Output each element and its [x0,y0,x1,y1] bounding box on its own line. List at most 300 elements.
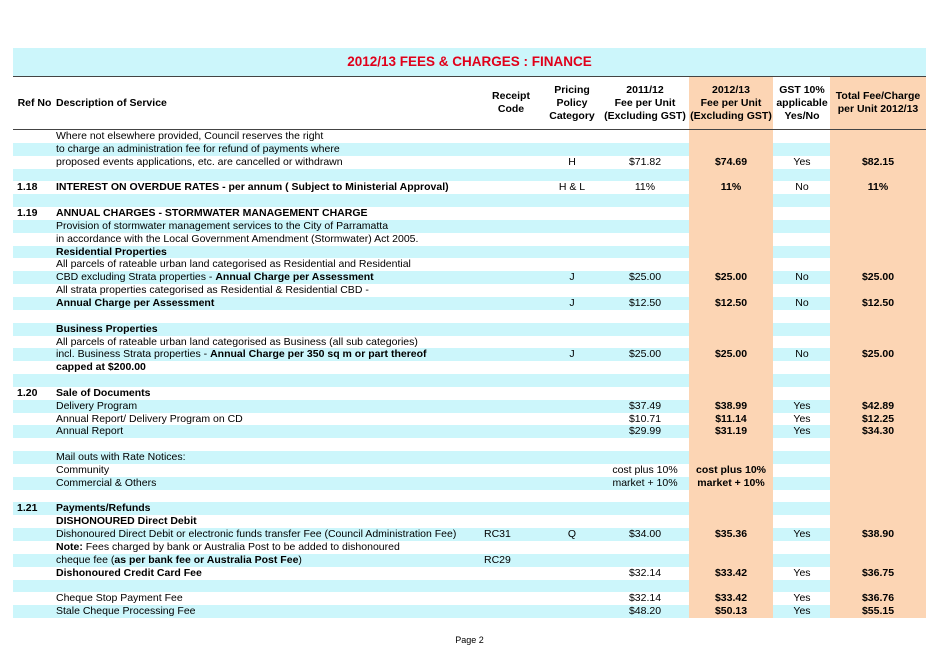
gst-cell: No [795,271,809,284]
fee-2011-12-cell: $32.14 [628,566,662,579]
gst-cell: No [795,348,809,361]
fee-2012-13-cell [689,246,773,259]
description-text: Dishonoured Direct Debit or electronic funds transfer Fee (Council Administration Fee) [56,528,457,541]
fee-2012-13-cell: $31.19 [689,425,773,438]
table-row [13,143,926,156]
fee-2012-13-cell: $12.50 [689,297,773,310]
total-fee-cell [830,323,926,336]
pricing-category-cell [542,336,602,349]
table-row [13,156,926,169]
description-text: All parcels of rateable urban land categorised as Residential and Residential [56,258,411,271]
ref-no-cell: 1.20 [17,386,38,399]
fee-2012-13-cell [689,310,773,323]
fee-2011-12-cell: $71.82 [628,155,662,168]
pricing-category-cell [542,438,602,451]
header-line: Fee per Unit [700,96,762,109]
pricing-category-cell [542,246,602,259]
fee-2012-13-cell [689,490,773,503]
description-text: Residential Properties [56,245,167,258]
description-cell [56,297,214,310]
description-text: Mail outs with Rate Notices: [56,451,186,464]
fee-2011-12-cell [602,194,688,207]
fee-2011-12-cell [602,374,688,387]
table-row [13,580,926,593]
gst-cell [774,233,830,246]
fee-2011-12-cell [602,361,688,374]
table-row [13,310,926,323]
fee-2012-13-cell: $74.69 [689,156,773,169]
gst-cell [774,143,830,156]
fee-2012-13-cell [689,220,773,233]
gst-cell: Yes [793,155,811,168]
table-row [13,387,926,400]
table-row [13,438,926,451]
description-cell [56,567,202,580]
fee-2011-12-cell [602,541,688,554]
gst-cell [774,451,830,464]
total-fee-cell: $82.15 [830,156,926,169]
description-cell [56,271,374,284]
gst-cell: Yes [793,412,811,425]
description-cell [56,181,449,194]
fee-2012-13-cell [689,194,773,207]
total-fee-cell [830,554,926,567]
table-row [13,130,926,143]
description-cell [56,143,340,156]
total-fee-cell: $25.00 [830,348,926,361]
fee-2012-13-cell: $33.42 [689,592,773,605]
gst-cell [774,374,830,387]
table-row [13,361,926,374]
header-fee-2012-13 [689,77,773,129]
fees-table [13,48,926,618]
pricing-category-cell [542,130,602,143]
description-cell [56,541,400,554]
fee-2012-13-cell [689,258,773,271]
fee-2011-12-cell [602,284,688,297]
pricing-category-cell: H [568,155,576,168]
total-fee-cell [830,387,926,400]
pricing-category-cell [542,233,602,246]
fee-2012-13-cell [689,451,773,464]
fee-2012-13-cell [689,541,773,554]
total-fee-cell [830,477,926,490]
header-line: (Excluding GST) [690,109,772,122]
header-line: 2011/12 [626,83,664,96]
fee-2012-13-cell [689,233,773,246]
description-cell [56,605,196,618]
header-pricing-category [542,77,602,129]
table-row [13,323,926,336]
ref-no-cell: 1.19 [17,207,38,220]
gst-cell [774,580,830,593]
table-row [13,220,926,233]
description-text: Commercial & Others [56,476,157,489]
pricing-category-cell: H & L [558,181,586,194]
total-fee-cell [830,130,926,143]
fee-2011-12-cell: 11% [634,181,656,194]
description-cell [56,451,186,464]
description-text: Cheque Stop Payment Fee [56,592,183,605]
description-text: Community [56,463,110,476]
total-fee-cell [830,464,926,477]
description-text: in accordance with the Local Government Amendment (Stormwater) Act 2005. [56,232,419,245]
header-line: applicable [776,96,828,109]
table-row [13,464,926,477]
description-cell [56,413,243,426]
description-text: ANNUAL CHARGES - STORMWATER MANAGEMENT CHARGE [56,207,368,220]
pricing-category-cell [542,502,602,515]
fee-2011-12-cell: $25.00 [628,271,662,284]
header-gst [774,77,830,129]
pricing-category-cell [542,425,602,438]
fee-2012-13-cell [689,207,773,220]
fee-2011-12-cell [602,143,688,156]
description-cell [56,220,388,233]
total-fee-cell [830,207,926,220]
description-cell [56,246,167,259]
total-fee-cell: $34.30 [830,425,926,438]
fee-2012-13-cell: 11% [689,181,773,194]
header-line: Receipt [492,90,530,102]
table-row [13,374,926,387]
total-fee-cell [830,451,926,464]
gst-cell: No [795,181,809,194]
total-fee-cell [830,336,926,349]
description-cell [56,387,151,400]
description-cell [56,400,137,413]
table-row [13,605,926,618]
table-row [13,194,926,207]
description-cell [56,515,197,528]
fee-2011-12-cell: $10.71 [628,412,662,425]
header-line: Category [549,109,595,122]
description-cell [56,425,123,438]
total-fee-cell [830,284,926,297]
total-fee-cell [830,438,926,451]
fee-2011-12-cell: $29.99 [628,425,662,438]
header-line: Code [497,103,525,115]
header-line: GST 10% [779,83,825,96]
fee-2012-13-cell [689,130,773,143]
total-fee-cell [830,169,926,182]
ref-no-cell: 1.21 [17,502,38,515]
table-row [13,477,926,490]
description-text: Annual Charge per Assessment [56,296,215,309]
fee-2011-12-cell [602,490,688,503]
fee-2011-12-cell [602,336,688,349]
total-fee-cell [830,361,926,374]
table-row [13,258,926,271]
table-row [13,297,926,310]
pricing-category-cell [542,361,602,374]
gst-cell: Yes [793,566,811,579]
table-row [13,592,926,605]
table-row [13,348,926,361]
table-row [13,490,926,503]
header-receipt-code [480,77,542,129]
table-row [13,413,926,426]
description-cell [56,233,418,246]
fee-2011-12-cell: market + 10% [612,476,678,489]
header-line: per Unit 2012/13 [837,103,919,115]
pricing-category-cell [542,490,602,503]
fee-2012-13-cell [689,580,773,593]
gst-cell [774,515,830,528]
total-fee-cell: $38.90 [830,528,926,541]
description-text: capped at $200.00 [56,361,146,374]
table-row [13,451,926,464]
page-number: Page 2 [455,635,484,645]
fee-2012-13-cell [689,438,773,451]
gst-cell [774,284,830,297]
total-fee-cell [830,246,926,259]
gst-cell: Yes [793,592,811,605]
table-row [13,528,926,541]
pricing-category-cell [542,464,602,477]
gst-cell [774,387,830,400]
fee-2012-13-cell: $50.13 [689,605,773,618]
gst-cell [774,541,830,554]
fee-2012-13-cell: $35.36 [689,528,773,541]
fee-2012-13-cell [689,515,773,528]
fee-2011-12-cell [602,323,688,336]
fee-2012-13-cell [689,502,773,515]
fee-2011-12-cell: $48.20 [628,605,662,618]
total-fee-cell [830,580,926,593]
pricing-category-cell [542,258,602,271]
pricing-category-cell [542,580,602,593]
pricing-category-cell [542,554,602,567]
table-row [13,207,926,220]
total-fee-cell: 11% [830,181,926,194]
fee-2012-13-cell: market + 10% [689,477,773,490]
fee-2011-12-cell [602,515,688,528]
description-text: Annual Report/ Delivery Program on CD [56,412,243,425]
header-line: Policy [556,96,588,109]
pricing-category-cell: Q [567,528,577,541]
description-text: Dishonoured Credit Card Fee [56,566,202,579]
total-fee-cell: $12.25 [830,413,926,426]
receipt-code-cell: RC31 [484,528,511,541]
table-row [13,502,926,515]
total-fee-cell [830,310,926,323]
description-cell [56,464,109,477]
gst-cell [774,477,830,490]
fee-2012-13-cell: $25.00 [689,348,773,361]
pricing-category-cell: J [569,296,575,309]
header-line: Total Fee/Charge [835,90,921,102]
fee-2012-13-cell: $33.42 [689,567,773,580]
fee-2011-12-cell: $37.49 [628,399,662,412]
table-body [13,130,926,618]
fee-2011-12-cell: $25.00 [628,348,662,361]
header-line: Yes/No [784,109,820,122]
gst-cell [774,258,830,271]
gst-cell [774,220,830,233]
description-text: incl. Business Strata properties - [56,348,211,361]
pricing-category-cell: J [569,271,575,284]
fee-2011-12-cell: $34.00 [628,528,662,541]
description-cell [56,528,456,541]
total-fee-cell [830,143,926,156]
description-text: Annual Charge per 350 sq m or part thereof [210,348,427,361]
description-text: DISHONOURED Direct Debit [56,515,197,528]
header-fee-2011-12 [602,77,688,129]
gst-cell [774,310,830,323]
pricing-category-cell: J [569,348,575,361]
pricing-category-cell [542,605,602,618]
header-description: Description of Service [56,96,167,109]
table-row [13,271,926,284]
description-text: Provision of stormwater management services to the City of Parramatta [56,219,389,232]
gst-cell [774,502,830,515]
pricing-category-cell [542,284,602,297]
description-text: Fees charged by bank or Australia Post to be added to dishonoured [82,541,400,553]
total-fee-cell [830,490,926,503]
fee-2011-12-cell [602,220,688,233]
fee-2012-13-cell [689,336,773,349]
gst-cell [774,323,830,336]
fee-2012-13-cell [689,361,773,374]
fee-2012-13-cell: $11.14 [689,413,773,426]
fee-2011-12-cell [602,502,688,515]
header-line: Pricing [554,83,590,96]
total-fee-cell: $36.75 [830,567,926,580]
description-text: All parcels of rateable urban land categorised as Business (all sub categories) [56,335,418,348]
gst-cell [774,361,830,374]
table-header [13,77,926,130]
description-cell [56,323,158,336]
total-fee-cell: $36.76 [830,592,926,605]
total-fee-cell [830,220,926,233]
table-row [13,400,926,413]
fee-2011-12-cell [602,580,688,593]
total-fee-cell [830,258,926,271]
fee-2012-13-cell [689,284,773,297]
gst-cell: No [795,296,809,309]
ref-no-cell: 1.18 [17,181,38,194]
fee-2011-12-cell [602,130,688,143]
gst-cell: Yes [793,425,811,438]
description-cell [56,361,146,374]
fee-2011-12-cell [602,310,688,323]
total-fee-cell [830,374,926,387]
description-cell [56,502,151,515]
fee-2011-12-cell [602,233,688,246]
description-cell [56,554,302,567]
fee-2012-13-cell [689,374,773,387]
fee-2012-13-cell [689,169,773,182]
description-text: ) [298,553,302,566]
table-row [13,336,926,349]
description-cell [56,207,368,220]
header-line: Fee per Unit [614,96,676,109]
fee-2012-13-cell [689,387,773,400]
pricing-category-cell [542,413,602,426]
table-row [13,181,926,194]
gst-cell [774,194,830,207]
pricing-category-cell [542,374,602,387]
description-cell [56,336,418,349]
total-fee-cell: $12.50 [830,297,926,310]
description-cell [56,348,427,361]
pricing-category-cell [542,387,602,400]
pricing-category-cell [542,220,602,233]
pricing-category-cell [542,592,602,605]
description-cell [56,130,323,143]
description-cell [56,284,369,297]
description-cell [56,477,156,490]
pricing-category-cell [542,323,602,336]
fee-2012-13-cell: cost plus 10% [689,464,773,477]
table-row [13,567,926,580]
total-fee-cell: $55.15 [830,605,926,618]
gst-cell [774,130,830,143]
total-fee-cell [830,515,926,528]
table-row [13,541,926,554]
description-text: proposed events applications, etc. are cancelled or withdrawn [56,155,343,168]
total-fee-cell [830,233,926,246]
total-fee-cell: $42.89 [830,400,926,413]
total-fee-cell [830,194,926,207]
pricing-category-cell [542,515,602,528]
description-text: Stale Cheque Processing Fee [56,605,196,618]
description-text: Sale of Documents [56,386,151,399]
description-text: Note: [56,541,83,553]
fee-2012-13-cell: $38.99 [689,400,773,413]
fee-2012-13-cell [689,323,773,336]
table-row [13,233,926,246]
header-line: (Excluding GST) [604,109,686,122]
gst-cell [774,464,830,477]
gst-cell: Yes [793,399,811,412]
pricing-category-cell [542,310,602,323]
description-text: CBD excluding Strata properties - [56,271,216,284]
fee-2011-12-cell: $12.50 [628,296,662,309]
fee-2012-13-cell: $25.00 [689,271,773,284]
description-text: INTEREST ON OVERDUE RATES - per annum ( Subject to Ministerial Approval) [56,181,449,194]
gst-cell [774,207,830,220]
pricing-category-cell [542,567,602,580]
gst-cell [774,246,830,259]
fee-2011-12-cell [602,438,688,451]
page-title: 2012/13 FEES & CHARGES : FINANCE [13,48,926,77]
description-text: to charge an administration fee for refund of payments where [56,142,340,155]
fee-2011-12-cell [602,169,688,182]
description-text: Annual Report [56,425,124,438]
fee-2011-12-cell [602,451,688,464]
pricing-category-cell [542,477,602,490]
fee-2011-12-cell: cost plus 10% [612,463,678,476]
receipt-code-cell: RC29 [484,553,511,566]
table-row [13,284,926,297]
description-text: All strata properties categorised as Residential & Residential CBD - [56,284,369,297]
gst-cell [774,554,830,567]
description-text: Delivery Program [56,399,138,412]
table-row [13,246,926,259]
pricing-category-cell [542,143,602,156]
fee-2011-12-cell [602,246,688,259]
gst-cell: Yes [793,528,811,541]
description-text: Payments/Refunds [56,502,151,515]
gst-cell: Yes [793,605,811,618]
fee-2011-12-cell: $32.14 [628,592,662,605]
total-fee-cell: $25.00 [830,271,926,284]
pricing-category-cell [542,400,602,413]
gst-cell [774,336,830,349]
description-text: as per bank fee or Australia Post Fee [114,553,299,566]
